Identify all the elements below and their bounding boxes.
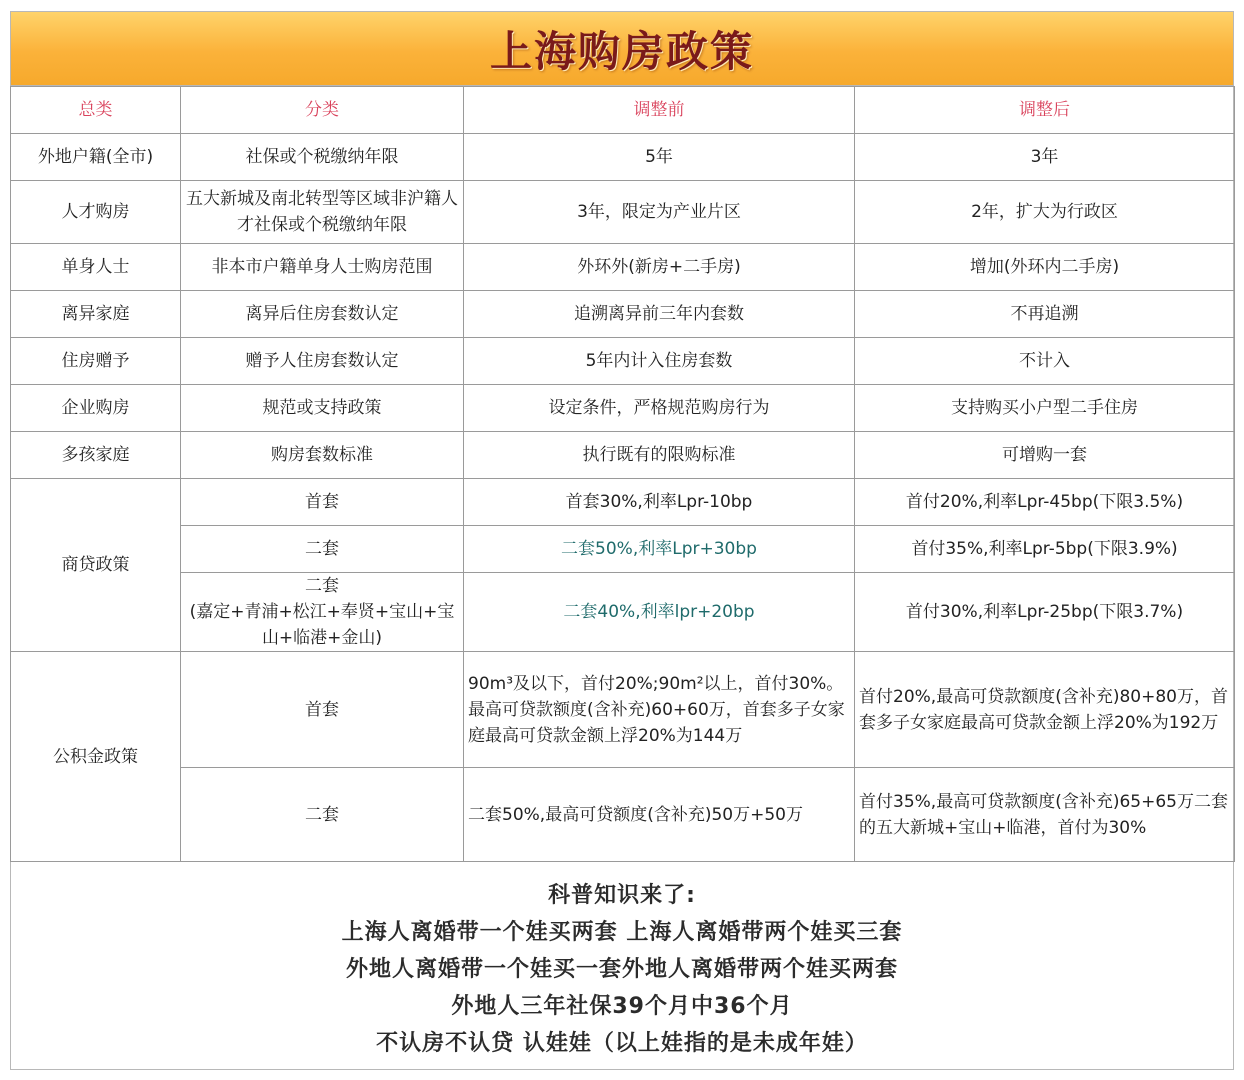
footer-line: 外地人三年社保39个月中36个月 — [451, 994, 793, 1019]
row-after: 首付35%,最高可贷款额度(含补充)65+65万二套的五大新城+宝山+临港，首付为30% — [855, 768, 1235, 862]
row-category: 住房赠予 — [11, 338, 181, 385]
row-subcategory: 首套 — [181, 652, 464, 768]
header-before: 调整前 — [464, 87, 855, 134]
row-before: 5年 — [464, 134, 855, 181]
row-after: 不再追溯 — [855, 291, 1235, 338]
row-after: 首付30%,利率Lpr-25bp(下限3.7%) — [855, 573, 1235, 652]
row-subcategory: 规范或支持政策 — [181, 385, 464, 432]
row-before: 二套50%,利率Lpr+30bp — [464, 526, 855, 573]
table-row — [11, 291, 1235, 338]
row-after: 首付20%,利率Lpr-45bp(下限3.5%) — [855, 479, 1235, 526]
row-subcategory: 五大新城及南北转型等区域非沪籍人才社保或个税缴纳年限 — [181, 181, 464, 244]
row-before: 3年，限定为产业片区 — [464, 181, 855, 244]
row-category: 人才购房 — [11, 181, 181, 244]
subcategory-line: 二套 — [305, 576, 339, 596]
row-before: 执行既有的限购标准 — [464, 432, 855, 479]
table-row — [11, 526, 1235, 573]
table-header-row — [11, 87, 1235, 134]
footer-heading: 科普知识来了: — [548, 883, 696, 908]
row-category: 离异家庭 — [11, 291, 181, 338]
row-before: 5年内计入住房套数 — [464, 338, 855, 385]
row-category: 外地户籍(全市) — [11, 134, 181, 181]
row-subcategory: 非本市户籍单身人士购房范围 — [181, 244, 464, 291]
footer-line: 不认房不认贷 认娃娃（以上娃指的是未成年娃） — [376, 1031, 868, 1056]
row-subcategory: 二套 — [181, 526, 464, 573]
table-row — [11, 768, 1235, 862]
row-category: 多孩家庭 — [11, 432, 181, 479]
row-after: 增加(外环内二手房) — [855, 244, 1235, 291]
row-after: 可增购一套 — [855, 432, 1235, 479]
row-after: 首付35%,利率Lpr-5bp(下限3.9%) — [855, 526, 1235, 573]
row-before: 设定条件，严格规范购房行为 — [464, 385, 855, 432]
header-after: 调整后 — [855, 87, 1235, 134]
footer-line: 外地人离婚带一个娃买一套外地人离婚带两个娃买两套 — [345, 957, 898, 982]
row-subcategory: 购房套数标准 — [181, 432, 464, 479]
row-subcategory: 离异后住房套数认定 — [181, 291, 464, 338]
subcategory-districts: (嘉定+青浦+松江+奉贤+宝山+宝山+临港+金山) — [189, 602, 455, 648]
table-row — [11, 385, 1235, 432]
row-after: 首付20%,最高可贷款额度(含补充)80+80万，首套多子女家庭最高可贷款金额上浮20%为192万 — [855, 652, 1235, 768]
table-row — [11, 652, 1235, 768]
row-after: 支持购买小户型二手住房 — [855, 385, 1235, 432]
row-after: 3年 — [855, 134, 1235, 181]
row-before: 二套40%,利率lpr+20bp — [464, 573, 855, 652]
row-after: 2年，扩大为行政区 — [855, 181, 1235, 244]
header-subcategory: 分类 — [181, 87, 464, 134]
title-banner — [11, 12, 1233, 86]
row-before: 首套30%,利率Lpr-10bp — [464, 479, 855, 526]
row-after: 不计入 — [855, 338, 1235, 385]
row-subcategory — [181, 573, 464, 652]
row-subcategory: 首套 — [181, 479, 464, 526]
table-row — [11, 573, 1235, 652]
policy-poster — [10, 11, 1234, 1070]
row-before: 二套50%,最高可贷额度(含补充)50万+50万 — [464, 768, 855, 862]
policy-table — [10, 86, 1235, 862]
provident-fund-category: 公积金政策 — [11, 652, 181, 862]
row-category: 单身人士 — [11, 244, 181, 291]
footer-notes — [11, 865, 1233, 1069]
row-subcategory: 赠予人住房套数认定 — [181, 338, 464, 385]
footer-line: 上海人离婚带一个娃买两套 上海人离婚带两个娃买三套 — [341, 920, 903, 945]
row-before: 追溯离异前三年内套数 — [464, 291, 855, 338]
row-before: 外环外(新房+二手房) — [464, 244, 855, 291]
header-category: 总类 — [11, 87, 181, 134]
row-subcategory: 社保或个税缴纳年限 — [181, 134, 464, 181]
table-row — [11, 479, 1235, 526]
row-before: 90m³及以下，首付20%;90m²以上，首付30%。最高可贷款额度(含补充)60+60万，首套多子女家庭最高可贷款金额上浮20%为144万 — [464, 652, 855, 768]
page-title: 上海购房政策 — [489, 26, 754, 76]
table-row — [11, 432, 1235, 479]
row-category: 企业购房 — [11, 385, 181, 432]
table-row — [11, 244, 1235, 291]
row-subcategory: 二套 — [181, 768, 464, 862]
table-row — [11, 134, 1235, 181]
table-row — [11, 338, 1235, 385]
commercial-loan-category: 商贷政策 — [11, 479, 181, 652]
table-row — [11, 181, 1235, 244]
